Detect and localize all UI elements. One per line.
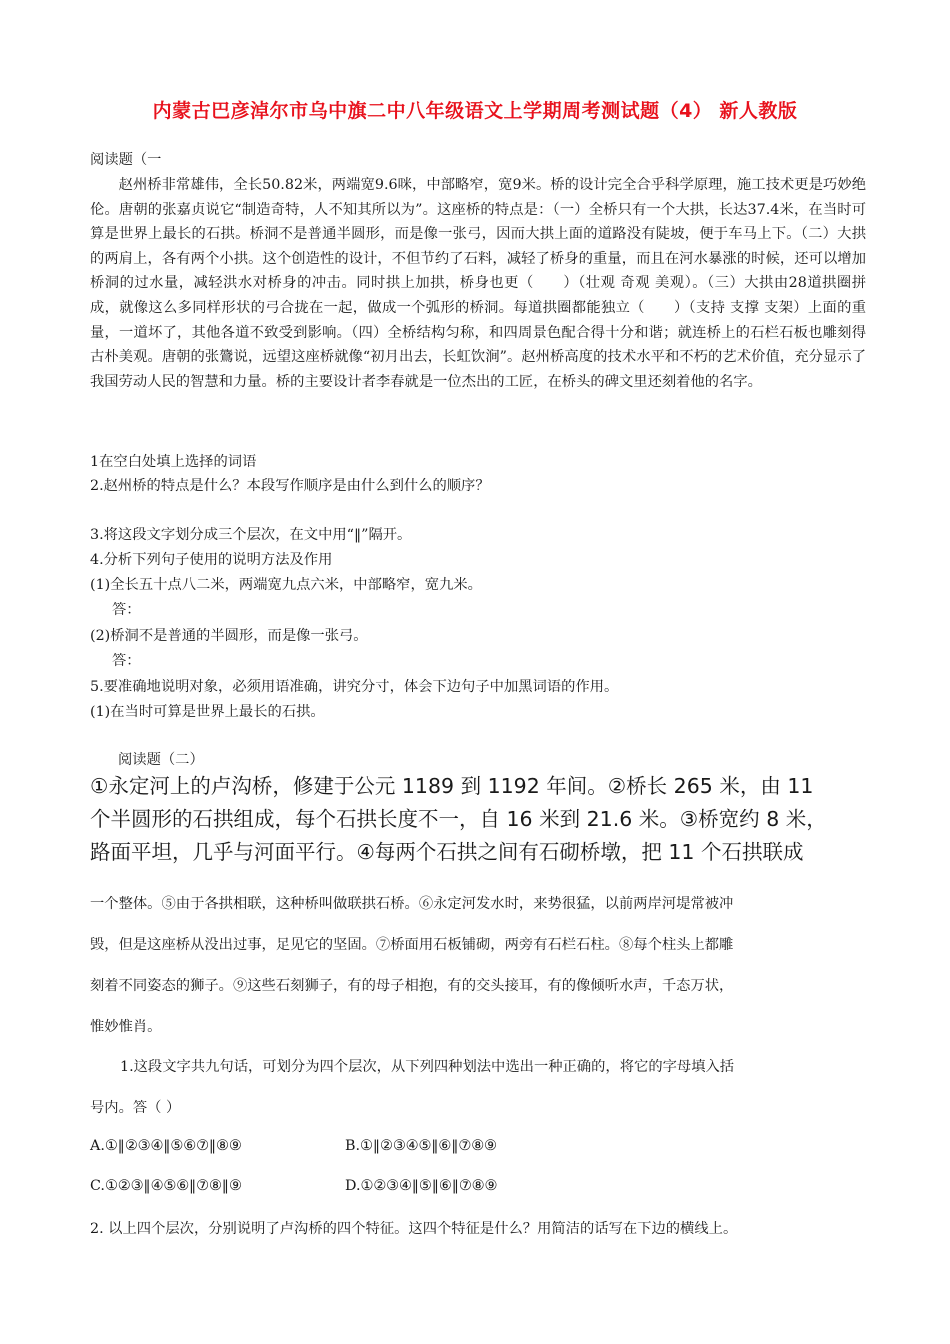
section2-question-2: 2. 以上四个层次，分别说明了卢沟桥的四个特征。这四个特征是什么？用简洁的话写在下边的横线上。 — [90, 1221, 738, 1237]
section2-question-1: 1.这段文字共九句话，可划分为四个层次，从下列四种划法中选出一种正确的，将它的字母填入括 — [120, 1059, 735, 1075]
question-4-1: (1)全长五十点八二米，两端宽九点六米，中部略窄，宽九米。 — [90, 577, 482, 593]
question-4-2: (2)桥洞不是普通的半圆形，而是像一张弓。 — [90, 628, 368, 644]
passage2-line: 毁，但是这座桥从没出过事，足见它的坚固。⑦桥面用石板铺砌，两旁有石栏石柱。⑧每个柱头上都雕 — [90, 937, 734, 953]
question-3: 3.将这段文字划分成三个层次，在文中用“‖”隔开。 — [90, 527, 412, 543]
option-a: A.①‖②③④‖⑤⑥⑦‖⑧⑨ — [90, 1138, 242, 1154]
question-2: 2.赵州桥的特点是什么？本段写作顺序是由什么到什么的顺序？ — [90, 478, 490, 494]
question-5-1: (1)在当时可算是世界上最长的石拱。 — [90, 704, 325, 720]
question-1: 1在空白处填上选择的词语 — [90, 454, 257, 470]
passage2-line: 刻着不同姿态的狮子。⑨这些石刻狮子，有的母子相抱，有的交头接耳，有的像倾听水声，千态万状， — [90, 978, 734, 994]
option-b: B.①‖②③④⑤‖⑥‖⑦⑧⑨ — [345, 1138, 497, 1154]
section1-heading: 阅读题（一 — [90, 152, 162, 168]
section2-question-1-cont: 号内。答（ ） — [90, 1100, 181, 1116]
option-c: C.①②③‖④⑤⑥‖⑦⑧‖⑨ — [90, 1178, 242, 1194]
question-4: 4.分析下列句子使用的说明方法及作用 — [90, 552, 333, 568]
passage2-line: 惟妙惟肖。 — [90, 1019, 162, 1035]
question-5: 5.要准确地说明对象，必须用语准确，讲究分寸，体会下边句子中加黑词语的作用。 — [90, 679, 619, 695]
answer-2: 答： — [112, 653, 141, 669]
passage2-big-line: ①永定河上的卢沟桥，修建于公元 1189 到 1192 年间。②桥长 265 米，由 11 — [90, 774, 814, 798]
page-title: 内蒙古巴彦淖尔市乌中旗二中八年级语文上学期周考测试题（4） 新人教版 — [152, 100, 798, 122]
answer-1: 答： — [112, 602, 141, 618]
option-d: D.①②③④‖⑤‖⑥‖⑦⑧⑨ — [345, 1178, 498, 1194]
passage2-big-line: 路面平坦，几乎与河面平行。④每两个石拱之间有石砌桥墩，把 11 个石拱联成 — [90, 840, 804, 864]
section2-heading: 阅读题（二） — [118, 752, 204, 768]
section1-passage: 赵州桥非常雄伟，全长50.82米，两端宽9.6咪，中部略窄，宽9米。桥的设计完全合乎科学原理，施工技术更是巧妙绝伦。唐朝的张嘉贞说它“制造奇特，人不知其所以为”。这座桥的特点是：（一）全桥只有一个大拱，长达37.4米，在当时可算是世界上最长的石拱。桥洞不是普通半圆形，而是像一张弓，因而大拱上面的道路没有陡坡，便于车马上下。（二）大拱的两肩上，各有两个小拱。这个创造性的设计，不但节约了石料，减轻了桥身的重量，而且在河水暴涨的时候，还可以增加桥洞的过水量，减轻洪水对桥身的冲击。同时拱上加拱，桥身也更（ ）（壮观 奇观 美观）。（三）大拱由28道拱圈拼成，就像这么多同样形状的弓合拢在一起，做成一个弧形的桥洞。每道拱圈都能独立（ ）（支持 支撑 支架）上面的重量，一道坏了，其他各道不致受到影响。（四）全桥结构匀称，和四周景色配合得十分和谐；就连桥上的石栏石板也雕刻得古朴美观。唐朝的张鷟说，远望这座桥就像“初月出去，长虹饮涧”。赵州桥高度的技术水平和不朽的艺术价值，充分显示了我国劳动人民的智慧和力量。桥的主要设计者李春就是一位杰出的工匠，在桥头的碑文里还刻着他的名字。 — [90, 177, 866, 390]
passage2-big-line: 个半圆形的石拱组成，每个石拱长度不一，自 16 米到 21.6 米。③桥宽约 8 米， — [90, 807, 827, 831]
passage2-line: 一个整体。⑤由于各拱相联，这种桥叫做联拱石桥。⑥永定河发水时，来势很猛，以前两岸河堤常被冲 — [90, 896, 734, 912]
